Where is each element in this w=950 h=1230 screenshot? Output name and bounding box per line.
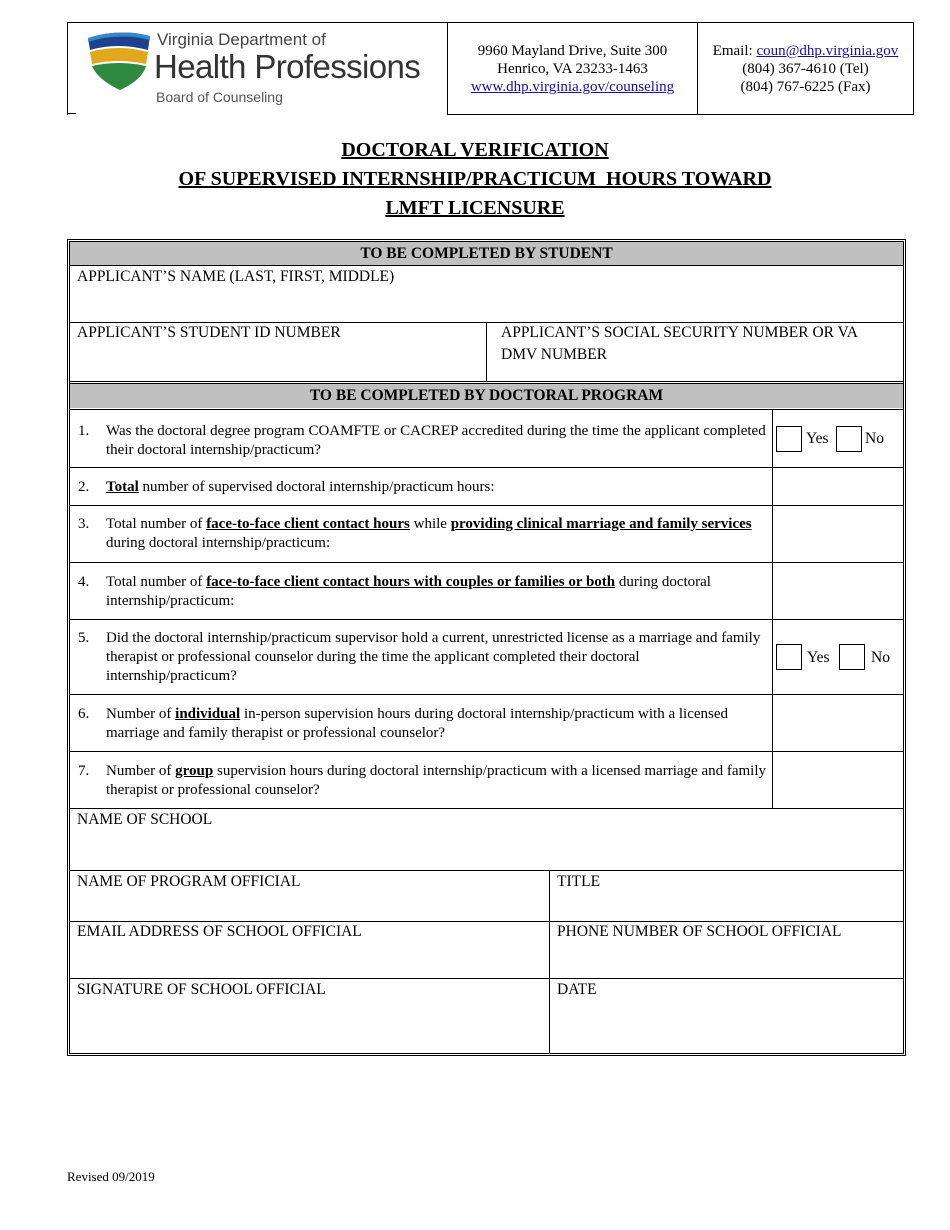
q2-answer-field[interactable] — [773, 468, 903, 505]
address-block — [447, 42, 698, 96]
question-5-text: Did the doctoral internship/practicum supervisor hold a current, unrestricted license as a marriage and family therapist or professional counselor during the time the applicant completed their doctoral internship/practicum? — [106, 630, 761, 684]
question-6-text — [106, 705, 766, 743]
q3-answer-field[interactable] — [773, 506, 903, 562]
logo-line-3: Board of Counseling — [156, 89, 283, 105]
question-number: 2. — [78, 479, 90, 495]
divider — [70, 619, 903, 620]
question-text: in-person supervision hours during doctoral internship/practicum with a licensed marriage and family therapist or professional counselor? — [106, 706, 729, 741]
program-official-label: NAME OF PROGRAM OFFICIAL — [77, 873, 301, 890]
emphasis: face-to-face client contact hours with couples or families or both — [206, 574, 616, 590]
dhp-logo — [84, 26, 434, 114]
question-7-text — [106, 762, 766, 800]
title-line-2: OF SUPERVISED INTERNSHIP/PRACTICUM HOURS TOWARD — [178, 168, 772, 190]
date-label: DATE — [557, 981, 597, 998]
revision-date: Revised 09/2019 — [67, 1169, 155, 1184]
title-line-3: LMFT LICENSURE — [385, 197, 565, 219]
q6-answer-field[interactable] — [773, 695, 903, 751]
question-text: supervision hours during doctoral internship/practicum with a licensed marriage and family therapist or professional counselor? — [106, 763, 767, 798]
question-text: during doctoral internship/practicum: — [106, 535, 331, 551]
q1-yes-label: Yes — [806, 430, 829, 447]
divider — [70, 383, 903, 384]
form-title — [0, 136, 950, 223]
logo-box-bottom-tick — [67, 113, 76, 114]
question-number: 3. — [78, 516, 90, 532]
question-number: 7. — [78, 763, 90, 779]
emphasis: providing clinical marriage and family services — [450, 516, 752, 532]
ssn-field[interactable] — [487, 323, 903, 381]
address-city: Henrico, VA 23233-1463 — [497, 61, 648, 77]
website-link[interactable]: www.dhp.virginia.gov/counseling — [470, 79, 675, 95]
question-text: Total number of — [106, 516, 207, 532]
applicant-name-field[interactable] — [70, 266, 903, 322]
q1-yes-checkbox[interactable] — [776, 426, 802, 452]
signature-field[interactable] — [70, 979, 549, 1053]
official-phone-label: PHONE NUMBER OF SCHOOL OFFICIAL — [557, 923, 842, 940]
question-text: Number of — [106, 763, 176, 779]
address-street: 9960 Mayland Drive, Suite 300 — [477, 43, 668, 59]
question-4-text — [106, 573, 766, 611]
phone-tel: (804) 367-4610 (Tel) — [742, 61, 869, 77]
title-label: TITLE — [557, 873, 601, 890]
date-field[interactable] — [550, 979, 903, 1053]
q1-no-checkbox[interactable] — [836, 426, 862, 452]
emphasis: Total — [106, 479, 139, 495]
signature-label: SIGNATURE OF SCHOOL OFFICIAL — [77, 981, 326, 998]
question-3-text — [106, 515, 766, 553]
question-number: 1. — [78, 423, 90, 439]
program-section-heading: TO BE COMPLETED BY DOCTORAL PROGRAM — [70, 384, 903, 408]
q4-answer-field[interactable] — [773, 563, 903, 619]
emphasis: face-to-face client contact hours — [206, 516, 410, 532]
question-text: while — [409, 516, 451, 532]
emphasis: group — [175, 763, 214, 779]
q1-no-label: No — [865, 430, 884, 447]
question-number: 5. — [78, 630, 90, 646]
official-phone-field[interactable] — [550, 922, 903, 978]
official-email-label: EMAIL ADDRESS OF SCHOOL OFFICIAL — [77, 923, 362, 940]
q5-no-label: No — [871, 649, 890, 666]
official-email-field[interactable] — [70, 922, 549, 978]
q5-yes-label: Yes — [807, 649, 830, 666]
question-number: 4. — [78, 574, 90, 590]
question-number: 6. — [78, 706, 90, 722]
question-2-text — [106, 478, 766, 497]
student-id-label: APPLICANT’S STUDENT ID NUMBER — [77, 324, 341, 341]
program-official-field[interactable] — [70, 871, 549, 920]
logo-line-2: Health Professions — [154, 48, 421, 85]
school-name-label: NAME OF SCHOOL — [77, 811, 213, 828]
q7-answer-field[interactable] — [773, 752, 903, 808]
q5-yes-checkbox[interactable] — [776, 644, 802, 670]
title-line-1: DOCTORAL VERIFICATION — [341, 139, 609, 161]
question-text: Number of — [106, 706, 176, 722]
contact-block — [697, 42, 914, 96]
school-name-field[interactable] — [70, 809, 903, 870]
question-text: Total number of — [106, 574, 207, 590]
student-id-field[interactable] — [70, 323, 486, 381]
divider — [70, 409, 903, 410]
question-text: during doctoral internship/practicum: — [106, 574, 711, 609]
email-link[interactable]: coun@dhp.virginia.gov — [756, 43, 899, 59]
question-1-text: Was the doctoral degree program COAMFTE or CACREP accredited during the time the applicant completed their doctoral internship/practicum? — [106, 423, 766, 458]
divider — [70, 381, 903, 382]
q5-no-checkbox[interactable] — [839, 644, 865, 670]
email-label: Email: — [712, 43, 757, 59]
title-field[interactable] — [550, 871, 903, 920]
ssn-label: APPLICANT’S SOCIAL SECURITY NUMBER OR VA DMV NUMBER — [501, 324, 858, 363]
student-section-heading: TO BE COMPLETED BY STUDENT — [70, 242, 903, 266]
applicant-name-label: APPLICANT’S NAME (LAST, FIRST, MIDDLE) — [77, 268, 395, 285]
phone-fax: (804) 767-6225 (Fax) — [740, 79, 871, 95]
dhp-shield-icon — [84, 28, 154, 94]
logo-line-1: Virginia Department of — [157, 30, 326, 49]
question-text: number of supervised doctoral internship/practicum hours: — [138, 479, 495, 495]
emphasis: individual — [175, 706, 241, 722]
